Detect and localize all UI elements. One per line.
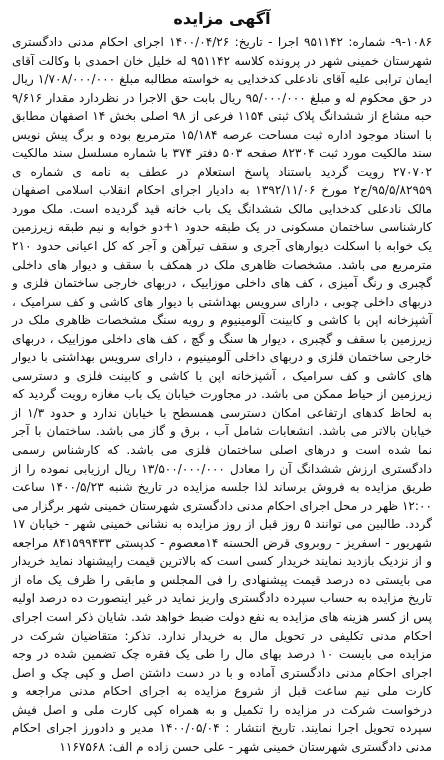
notice-body bbox=[12, 33, 432, 756]
notice-body-text: ۹-۱۰۸۶- شماره: ۹۵۱۱۴۲ اجرا - تاریخ: ۱۴۰۰/۰۴/۲۶ اجرای احکام مدنی دادگستری شهرستان خمینی شهر در پرونده کلاسه ۹۵۱۱۴۲ له خلیل خان احمدی با وکالت آقای ایمان ترابی علیه آقای نادعلی کدخدایی به خواسته مطالبه مبلغ ۱/۷۰۸/۰۰۰/۰۰۰ ریال در حق محکوم له و مبلغ ۹۵/۰۰۰/۰۰۰ ریال بابت حق الاجرا در نظردارد مقدار ۹/۶۱۶ حبه مشاع از ششدانگ پلاک ثبتی ۱۱۵۴ فرعی از ۹۸ اصلی بخش ۱۴ اصفهان مطابق با اسناد موجود اداره ثبت مساحت عرصه ۱۵/۱۸۴ مترمربع بوده و برگ پیش نویس سند مالکیت مورد ثبت ۸۲۳۰۴ صفحه ۵۰۳ دفتر ۳۷۴ با شماره مسلسل سند مالکیت ۲۷۰۷۰۲ رویت گردید باستناد پاسخ استعلام در عطف به نامه ی شماره ی ۹۵/۵/۸۲۹۵۹/ج۲ مورخ ۱۳۹۲/۱۱/۰۶ به دادیار اجرای احکام انقلاب اسلامی اصفهان مالک نادعلی کدخدایی مالک ششدانگ یک باب خانه قید گردیده است. ملک مورد کارشناسی ساختمان مسکونی در یک طبقه حدود ۱+دو خوابه و نیم طبقه زیرزمین یک خوابه با اسکلت دیوارهای آجری و سقف تیرآهن و آجر که کل اعیانی حدود ۲۱۰ مترمربع می باشد. مشخصات ظاهری ملک در همکف با سقف و دیوار های داخلی گچبری و رنگ آمیزی ، کف های داخلی موزاییک ، دربهای خارجی ساختمان فلزی و دربهای داخلی چوبی ، دارای سرویس بهداشتی با دیوار های کاشی و کف سرامیک ، آشپزخانه اپن با کاشی و کابینت آلومینیوم و رویه سنگ مشخصات ظاهری ملک در زیرزمین با سقف و گچبری ، دیوار ها سنگ و گچ ، کف های داخلی موزاییک ، دربهای خارجی ساختمان فلزی و دربهای داخلی آلومینیوم ، دارای سرویس بهداشتی با دیوار های کاشی و کف سرامیک ، آشپزخانه اپن با کاشی و کابینت فلزی و دسترسی زیرزمین از حیاط ممکن می باشد. در مجاورت خیابان یک باب مغازه رویت گردید که به لحاظ کدهای ارتفاعی امکان دسترسی همسطح با خیابان ندارد و حدود ۱/۳ از خیابان بالاتر می باشد. انشعابات شامل آب ، برق و گاز می باشد. ساختمان با آجر نما شده است و درهای اصلی ساختمان فلزی می باشد. که کارشناس رسمی دادگستری ارزش ششدانگ آن را معادل ۱۳/۵۰۰/۰۰۰/۰۰۰ ریال ارزیابی نموده را از طریق مزایده به فروش برساند لذا جلسه مزایده در تاریخ شنبه ۱۴۰۰/۵/۲۳ ساعت ۱۲:۰۰ ظهر در محل اجرای احکام مدنی دادگستری شهرستان خمینی شهر برگزار می گردد. طالبین می توانند ۵ روز قبل از روز مزایده به نشانی خمینی شهر - خیابان ۱۷ شهریور - اسفریز - روبروی قرض الحسنه ۱۴معصوم - کدپستی ۸۴۱۵۹۹۴۳۳ مراجعه و از نزدیک بازدید نمایند خریدار کسی است که بالاترین قیمت راپیشنهاد نماید خریدار می بایستی ده درصد قیمت پیشنهادی را فی المجلس و مابقی را ظرف یک ماه از تاریخ مزایده به حساب سپرده دادگستری واریز نماید در غیر اینصورت ده درصد اولیه پس از کسر هزینه های مزایده به نفع دولت ضبط خواهد شد. شایان ذکر است اجرای احکام مدنی تکلیفی در تحویل مال به خریدار ندارد. تذکر: متقاضیان شرکت در مزایده می بایست ۱۰ درصد بهای مال را طی یک فقره چک تضمین شده در وجه اجرای احکام مدنی دادگستری آماده و با در دست داشتن اصل و کپی چک و اصل کارت ملی نیم ساعت قبل از شروع مزایده به اجرای احکام مدنی مراجعه و درخواست شرکت در مزایده را تکمیل و به همراه کپی کارت ملی و اصل فیش سپرده تحویل اجرا نمایند. تاریخ انتشار : ۱۴۰۰/۰۵/۰۴ مدیر و دادورز اجرای احکام مدنی دادگستری شهرستان خمینی شهر - علی حسن زاده م الف: ۱۱۶۷۵۶۸ bbox=[12, 35, 433, 754]
notice-title: آگهی مزایده bbox=[173, 9, 271, 28]
